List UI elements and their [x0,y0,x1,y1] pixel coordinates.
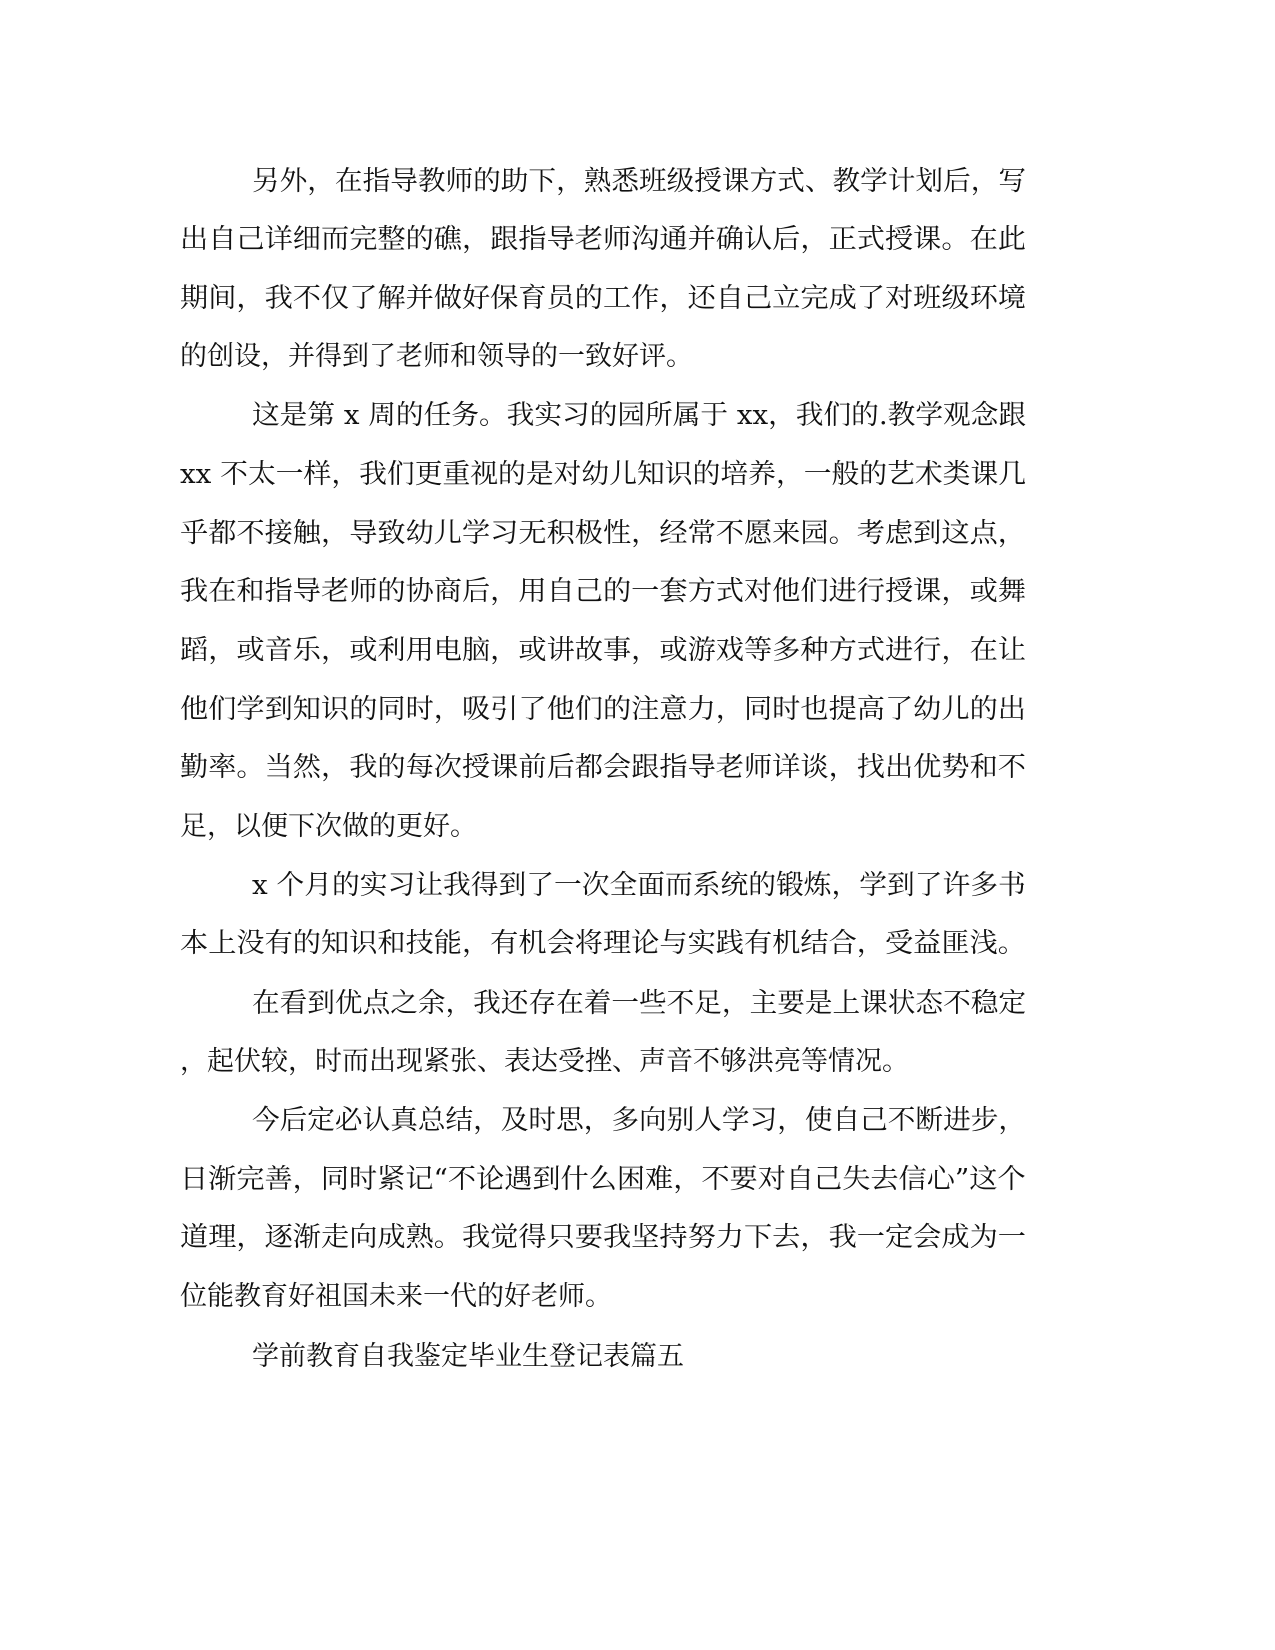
text-line: 勤率。当然，我的每次授课前后都会跟指导老师详谈，找出优势和不 [180,752,1026,783]
text-line: 位能教育好祖国未来一代的好老师。 [180,1281,612,1312]
text-line: 的创设，并得到了老师和领导的一致好评。 [180,341,693,372]
text-line: 足，以便下次做的更好。 [180,811,477,842]
text-line: 出自己详细而完整的礁，跟指导老师沟通并确认后，正式授课。在此 [180,224,1026,255]
text-line: 我在和指导老师的协商后，用自己的一套方式对他们进行授课，或舞 [180,576,1026,607]
text-line: 道理，逐渐走向成熟。我觉得只要我坚持努力下去，我一定会成为一 [180,1222,1026,1253]
text-line: ，起伏较，时而出现紧张、表达受挫、声音不够洪亮等情况。 [180,1046,909,1077]
text-line: x 个月的实习让我得到了一次全面而系统的锻炼，学到了许多书 [252,870,1026,901]
text-line: 蹈，或音乐，或利用电脑，或讲故事，或游戏等多种方式进行，在让 [180,635,1026,666]
text-line: 乎都不接触，导致幼儿学习无积极性，经常不愿来园。考虑到这点， [180,518,1026,549]
text-line: 另外，在指导教师的助下，熟悉班级授课方式、教学计划后，写 [252,166,1026,197]
text-line: 这是第 x 周的任务。我实习的园所属于 xx，我们的.教学观念跟 [252,400,1027,431]
text-line: 日渐完善，同时紧记“不论遇到什么困难，不要对自己失去信心”这个 [180,1164,1026,1195]
text-line: 期间，我不仅了解并做好保育员的工作，还自己立完成了对班级环境 [180,283,1026,314]
text-line: xx 不太一样，我们更重视的是对幼儿知识的培养，一般的艺术类课几 [180,459,1027,490]
text-line: 他们学到知识的同时，吸引了他们的注意力，同时也提高了幼儿的出 [180,694,1026,725]
text-line: 今后定必认真总结，及时思，多向别人学习，使自己不断进步， [252,1105,1026,1136]
section-heading: 学前教育自我鉴定毕业生登记表篇五 [252,1341,684,1372]
text-line: 本上没有的知识和技能，有机会将理论与实践有机结合，受益匪浅。 [180,928,1026,959]
text-line: 在看到优点之余，我还存在着一些不足，主要是上课状态不稳定 [252,988,1026,1019]
